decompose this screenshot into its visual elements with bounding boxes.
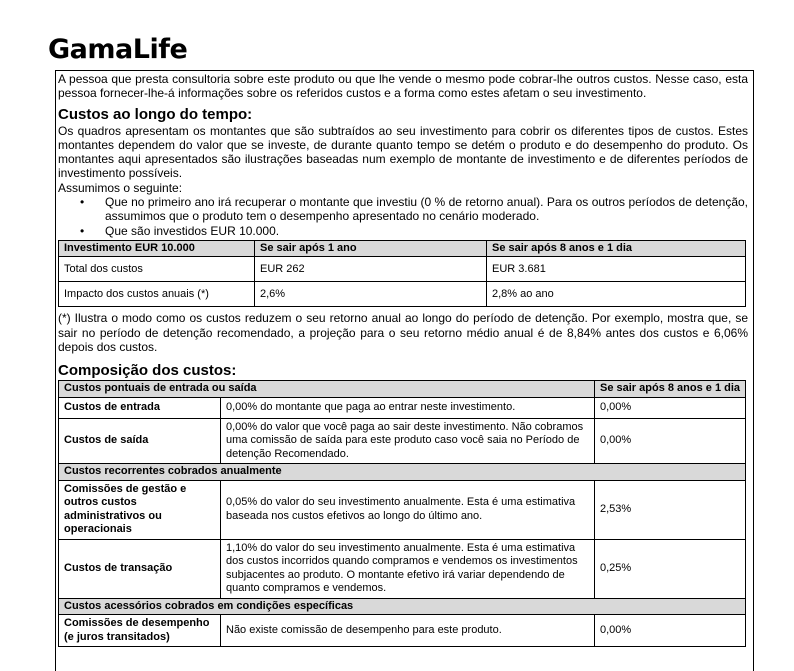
cost-value: 0,25% [595,539,746,598]
cell-value: EUR 262 [255,257,487,282]
cost-composition-table [58,380,746,647]
assumptions-label: Assumimos o seguinte: [58,180,183,195]
header-exit-8-years: Se sair após 8 anos e 1 dia [487,240,746,257]
cost-description: 0,05% do valor do seu investimento anualmente. Esta é uma estimativa baseada nos custos efetivos ao longo do último ano. [221,480,595,539]
gamalife-logo: GamaLife [48,34,188,65]
row-label: Impacto dos custos anuais (*) [59,282,255,307]
table-row [59,539,746,598]
cell-value: 2,6% [255,282,487,307]
cost-label: Comissões de gestão e outros custos administrativos ou operacionais [59,480,221,539]
section-title: Custos pontuais de entrada ou saída [59,381,595,398]
section-header-row [59,381,746,398]
cost-description: 1,10% do valor do seu investimento anualmente. Esta é uma estimativa dos custos incorridos quando compramos e vendemos os investimentos subjacentes ao produto. O montante efetivo irá variar dependendo de quanto compramos e vendemos. [221,539,595,598]
intro-paragraph: A pessoa que presta consultoria sobre este produto ou que lhe vende o mesmo pode cobrar-lhe outros custos. Nesse caso, esta pessoa fornecer-lhe-á informações sobre os referidos custos e a forma como estes afetam o seu investimento. [58,72,748,101]
section-title: Custos acessórios cobrados em condições específicas [59,598,746,615]
cost-description: 0,00% do montante que paga ao entrar neste investimento. [221,397,595,418]
section-header-row [59,598,746,615]
cost-value: 0,00% [595,615,746,647]
assumption-item: • Que são investidos EUR 10.000. [105,224,748,238]
cell-value: EUR 3.681 [487,257,746,282]
cost-description: 0,00% do valor que você paga ao sair deste investimento. Não cobramos uma comissão de saída para este produto caso você saia no Período de detenção Recomendado. [221,418,595,464]
table-row [59,282,746,307]
assumption-item: • Que no primeiro ano irá recuperar o montante que investiu (0 % de retorno anual). Para os outros períodos de detenção, assumimos que o produto tem o desempenho apresentado no cenário moderado. [105,195,748,224]
costs-over-time-table [58,240,746,308]
header-investment: Investimento EUR 10.000 [59,240,255,257]
table-row [59,418,746,464]
table-header-row [59,240,746,257]
costs-over-time-heading: Custos ao longo do tempo: [58,105,253,123]
assumptions-list [58,195,748,238]
cost-label: Custos de transação [59,539,221,598]
section-column-header: Se sair após 8 anos e 1 dia [595,381,746,398]
cost-description: Não existe comissão de desempenho para este produto. [221,615,595,647]
table-row [59,257,746,282]
table-row [59,615,746,647]
row-label: Total dos custos [59,257,255,282]
cost-label: Custos de entrada [59,397,221,418]
cell-value: 2,8% ao ano [487,282,746,307]
header-exit-1-year: Se sair após 1 ano [255,240,487,257]
composition-heading: Composição dos custos: [58,362,237,380]
table-row [59,480,746,539]
cost-value: 0,00% [595,418,746,464]
section-title: Custos recorrentes cobrados anualmente [59,464,746,481]
footnote: (*) Ilustra o modo como os custos reduzem o seu retorno anual ao longo do período de detenção. Por exemplo, mostra que, se sair no período de detenção recomendado, a projeção para o seu retorno médio anual é de 8,84% antes dos custos e 6,06% depois dos custos. [58,311,748,355]
cost-value: 2,53% [595,480,746,539]
cost-label: Comissões de desempenho (e juros transitados) [59,615,221,647]
cost-label: Custos de saída [59,418,221,464]
section-header-row [59,464,746,481]
table-row [59,397,746,418]
document-content [58,72,748,647]
cost-value: 0,00% [595,397,746,418]
costs-over-time-paragraph: Os quadros apresentam os montantes que são subtraídos ao seu investimento para cobrir os diferentes tipos de custos. Estes montantes dependem do valor que se investe, de durante quanto tempo se detém o produto e do desempenho do produto. Os montantes aqui apresentados são ilustrações baseadas num exemplo de montante de investimento e de diferentes períodos de investimento possíveis. [58,123,748,181]
